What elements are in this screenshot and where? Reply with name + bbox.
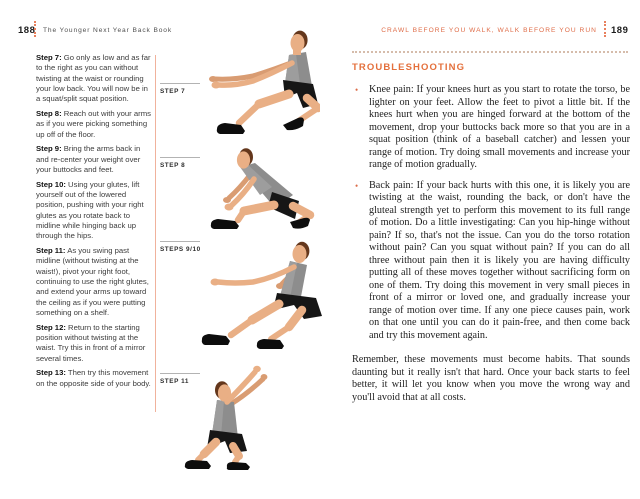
- step-12-label: Step 12:: [36, 322, 66, 332]
- right-running-title: CRAWL BEFORE YOU WALK, WALK BEFORE YOU RUN: [381, 27, 597, 34]
- steps-column: [36, 53, 153, 393]
- step-13-label: Step 13:: [36, 368, 66, 378]
- figure-column-divider: [155, 55, 156, 412]
- caption-steps-9-10: STEPS 9/10: [160, 246, 201, 253]
- step-7-label: Step 7:: [36, 53, 62, 62]
- caption-step-7: STEP 7: [160, 88, 186, 95]
- left-page-number: 188: [18, 25, 36, 36]
- caption-rule-step-7: [160, 83, 200, 84]
- step-10-text: Using your glutes, lift yourself out of the lowered position, pushing with your right glutes as you rotate back to midline while hinging back up through the hips.: [36, 179, 144, 241]
- section-dotted-rule: [352, 51, 628, 53]
- left-header-divider-dotted: [34, 21, 36, 37]
- step-10-label: Step 10:: [36, 179, 66, 189]
- step-12-paragraph: [36, 323, 153, 364]
- step-9-label: Step 9:: [36, 144, 62, 154]
- bullet-marker-icon: •: [355, 85, 359, 95]
- step-13-text: Then try this movement on the opposite side of your body.: [36, 368, 151, 388]
- step-12-text: Return to the starting position without twisting at the waist. Try this in front of a mirror several times.: [36, 322, 146, 363]
- caption-rule-steps-9-10: [160, 241, 200, 242]
- head: [291, 34, 305, 52]
- troubleshooting-heading: TROUBLESHOOTING: [352, 62, 466, 73]
- bullet-marker-icon: •: [355, 180, 359, 191]
- step-11-paragraph: [36, 246, 153, 318]
- step-13-paragraph: [36, 368, 153, 389]
- exercise-figure-steps-9-10-illustration: [195, 240, 325, 352]
- exercise-figure-step-7-illustration: [195, 30, 320, 136]
- exercise-figure-step-8-illustration: [198, 146, 316, 232]
- step-9-text: Bring the arms back in and re-center your weight over your buttocks and feet.: [36, 144, 141, 174]
- step-7-text: Go only as low and as far to the right as you can without twisting at the waist or rounding your low back. You will now be in a squat/split squat position.: [36, 53, 151, 104]
- knee-pain-text: Knee pain: If your knees hurt as you start to rotate the torso, be lighter on your feet. Allow the feet to pivot a little bit. If the knees hurt when you are hinged forward at the bottom of the movement, drop your buttocks back more so that you are in a squat position (think of a baseball catcher) and lessen your range of motion. Try doing small movements and increase your range of motion gradually.: [369, 84, 630, 170]
- step-8-label: Step 8:: [36, 108, 62, 118]
- step-8-paragraph: [36, 109, 153, 140]
- back-pain-text: Back pain: If your back hurts with this one, it is likely you are twisting at the waist, rounding the back, or don't have the gluteal strength yet to perform this movement to its full range of motion. Do a little investigating: Can you hip-hinge without pain? If so, that's not the issue. Can you do the torso rotation without pain? Can you squat without pain? If you can do all three without pain then it is likely you are having difficulty putting all of these moves together without sacrificing form on one of them. Try doing this movement in very small pieces in front of a mirror or loved one, and gradually increase your range of motion over time. If any one piece causes pain, work on that one until you can do it pain-free, and then come back and try this movement again.: [369, 179, 630, 341]
- closing-paragraph: Remember, these movements must become habits. That sounds daunting but it really isn't that hard. Once your back starts to feel better, it will let you know when you move the wrong way and you'll avoid that at all costs.: [352, 354, 630, 403]
- bullet-back-pain: [352, 180, 630, 343]
- step-10-paragraph: [36, 180, 153, 242]
- head: [293, 245, 307, 263]
- head: [237, 151, 250, 168]
- step-9-paragraph: [36, 144, 153, 175]
- right-header-divider-dotted: [604, 21, 606, 37]
- bullet-knee-pain: [352, 84, 630, 172]
- step-7-paragraph: [36, 53, 153, 104]
- right-page-number: 189: [611, 25, 629, 36]
- step-11-label: Step 11:: [36, 246, 66, 256]
- caption-rule-step-8: [160, 157, 200, 158]
- exercise-figure-step-11-illustration: [183, 356, 268, 472]
- step-11-text: As you swing past midline (without twisting at the waist!), pivot your right foot, continuing to use the right glutes, and extend your arms up toward the ceiling as if you were putting something on a shelf.: [36, 246, 149, 317]
- troubleshooting-body: [352, 84, 630, 404]
- caption-step-8: STEP 8: [160, 162, 186, 169]
- step-8-text: Reach out with your arms as if you were picking something up off of the floor.: [36, 108, 151, 139]
- caption-step-11: STEP 11: [160, 378, 189, 385]
- left-running-title: The Younger Next Year Back Book: [43, 27, 173, 34]
